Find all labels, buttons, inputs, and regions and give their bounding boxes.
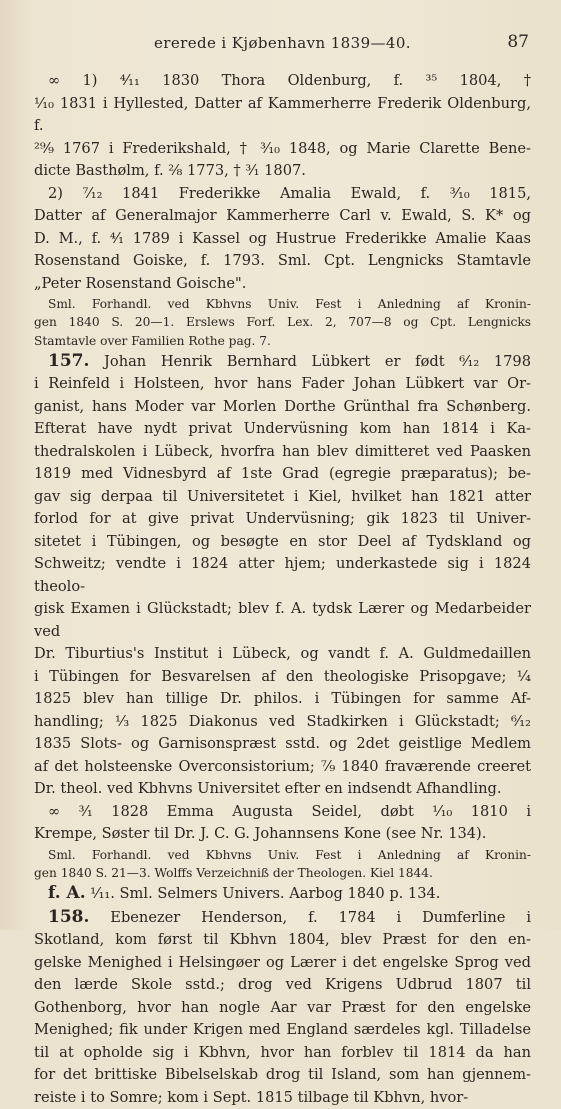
- page-body: [34, 70, 531, 1109]
- text-line: 1825 blev han tillige Dr. philos. i Tübingen for samme Af-: [34, 690, 531, 708]
- text-line: 1835 Slots- og Garnisonspræst sstd. og 2det geistlige Medlem: [34, 735, 531, 753]
- text-line: [34, 906, 531, 930]
- entry-text: Johan Henrik Bernhard Lübkert er født ⁶⁄₁₂ 1798: [89, 352, 531, 370]
- entry-number: 157.: [48, 350, 90, 371]
- entry-text: ¹⁄₁₁. Sml. Selmers Univers. Aarbog 1840 p. 134.: [85, 885, 441, 903]
- text-line: til at opholde sig i Kbhvn, hvor han forblev til 1814 da han: [34, 1043, 531, 1061]
- text-line: af det holsteenske Overconsistorium; ⁷⁄₉ 1840 fraværende creeret: [34, 757, 531, 775]
- entry-text: Ebenezer Henderson, f. 1784 i Dumferline i: [89, 908, 531, 926]
- text-line: den lærde Skole sstd.; drog ved Krigens Udbrud 1807 til: [34, 976, 531, 994]
- text-line: [34, 350, 531, 374]
- text-line: forlod for at give privat Undervüsning; gik 1823 til Univer-: [34, 510, 531, 528]
- text-line: „Peter Rosenstand Goische".: [34, 274, 247, 292]
- text-line: Menighed; fik under Krigen med England særdeles kgl. Tilladelse: [34, 1021, 531, 1039]
- text-line: 2) ⁷⁄₁₂ 1841 Frederikke Amalia Ewald, f. ³⁄₁₀ 1815,: [48, 184, 531, 202]
- text-line: for det brittiske Bibelselskab drog til Island, som han gjennem-: [34, 1066, 531, 1084]
- text-line: Gothenborg, hvor han nogle Aar var Præst for den engelske: [34, 998, 531, 1016]
- text-line: dicte Basthølm, f. ²⁄₈ 1773, † ³⁄₁ 1807.: [34, 162, 306, 179]
- text-line: ¹⁄₁₀ 1831 i Hyllested, Datter af Kammerherre Frederik Oldenburg, f.: [34, 94, 531, 134]
- reference-line: gen 1840 S. 20—1. Erslews Forf. Lex. 2, 707—8 og Cpt. Lengnicks: [34, 315, 531, 330]
- text-line: ganist, hans Moder var Morlen Dorthe Grünthal fra Schønberg.: [34, 397, 531, 415]
- text-line: gelske Menighed i Helsingøer og Lærer i det engelske Sprog ved: [34, 953, 531, 971]
- text-line: gav sig derpaa til Universitetet i Kiel, hvilket han 1821 atter: [34, 487, 531, 505]
- reference-line: Sml. Forhandl. ved Kbhvns Univ. Fest i Anledning af Kronin-: [48, 847, 531, 862]
- text-line: thedralskolen i Lübeck, hvorfra han blev dimitteret ved Paasken: [34, 442, 531, 460]
- text-line: Rosenstand Goiske, f. 1793. Sml. Cpt. Lengnicks Stamtavle: [34, 252, 531, 269]
- text-line: ²⁹⁄₉ 1767 i Frederikshald, † ³⁄₁₀ 1848, og Marie Clarette Bene-: [34, 139, 531, 157]
- text-line: ∞ 1) ⁴⁄₁₁ 1830 Thora Oldenburg, f. ³⁵ 1804, †: [48, 72, 531, 89]
- text-line: 1819 med Vidnesbyrd af 1ste Grad (egregie præparatus); be-: [34, 465, 531, 483]
- text-line: [34, 882, 531, 906]
- text-line: reiste i to Somre; kom i Sept. 1815 tilbage til Kbhvn, hvor-: [34, 1088, 469, 1106]
- text-line: gisk Examen i Glückstadt; blev f. A. tydsk Lærer og Medarbeider ved: [34, 600, 531, 640]
- text-line: handling; ¹⁄₃ 1825 Diakonus ved Stadkirken i Glückstadt; ⁶⁄₁₂: [34, 712, 531, 730]
- text-line: Datter af Generalmajor Kammerherre Carl v. Ewald, S. K* og: [34, 207, 531, 224]
- text-line: i Reinfeld i Holsteen, hvor hans Fader Johan Lübkert var Or-: [34, 375, 531, 393]
- text-line: ∞ ³⁄₁ 1828 Emma Augusta Seidel, døbt ¹⁄₁₀ 1810 i: [48, 802, 531, 820]
- entry-number: f. A.: [48, 883, 86, 904]
- text-line: Schweitz; vendte i 1824 atter hjem; underkastede sig i 1824 theolo-: [34, 555, 531, 595]
- reference-line: Sml. Forhandl. ved Kbhvns Univ. Fest i Anledning af Kronin-: [48, 297, 531, 311]
- page-header: [34, 34, 531, 62]
- reference-line: gen 1840 S. 21—3. Wolffs Verzeichniß der Theologen. Kiel 1844.: [34, 866, 433, 881]
- text-line: Dr. Tiburtius's Institut i Lübeck, og vandt f. A. Guldmedaillen: [34, 645, 531, 663]
- text-line: Dr. theol. ved Kbhvns Universitet efter en indsendt Afhandling.: [34, 780, 502, 798]
- text-line: Skotland, kom først til Kbhvn 1804, blev Præst for den en-: [34, 931, 531, 949]
- reference-line: Stamtavle over Familien Rothe pag. 7.: [34, 333, 271, 348]
- text-line: Krempe, Søster til Dr. J. C. G. Johannsens Kone (see Nr. 134).: [34, 825, 487, 843]
- text-line: D. M., f. ⁴⁄₁ 1789 i Kassel og Hustrue Frederikke Amalie Kaas: [34, 229, 531, 247]
- running-title: ererede i Kjøbenhavn 1839—40.: [154, 34, 411, 52]
- page-number: 87: [507, 32, 529, 52]
- entry-number: 158.: [48, 906, 90, 927]
- text-line: i Tübingen for Besvarelsen af den theologiske Prisopgave; ¹⁄₄: [34, 667, 531, 685]
- text-line: sitetet i Tübingen, og besøgte en stor Deel af Tydskland og: [34, 532, 531, 550]
- text-line: Efterat have nydt privat Undervüsning kom han 1814 i Ka-: [34, 420, 531, 438]
